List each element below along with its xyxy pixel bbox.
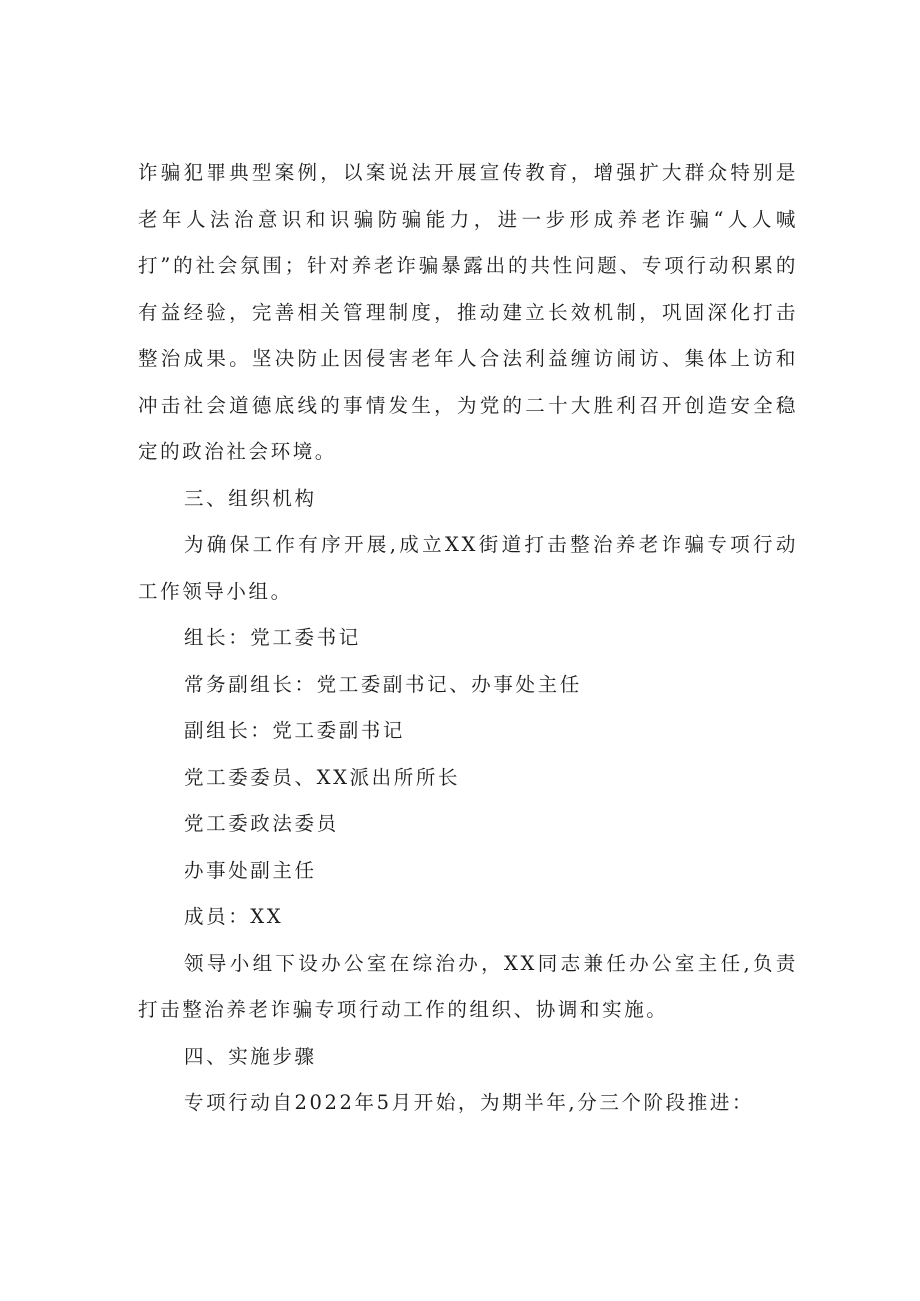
member-political-legal: 党工委政法委员 [184,812,339,835]
paragraph-steps-intro: 专项行动自2022年5月开始，为期半年,分三个阶段推进： [184,1091,755,1114]
member-police-chief: 党工委委员、XX派出所所长 [184,765,461,789]
member-deputy-director: 办事处副主任 [184,858,317,882]
document-body [138,150,798,1127]
paragraph-continuation: 诈骗犯罪典型案例，以案说法开展宣传教育，增强扩大群众特别是老年人法治意识和识骗防骗能力，进一步形成养老诈骗“人人喊打”的社会氛围；针对养老诈骗暴露出的共性问题、专项行动积累的有益经验，完善相关管理制度，推动建立长效机制，巩固深化打击整治成果。坚决防止因侵害老年人合法利益缠访闹访、集体上访和冲击社会道德底线的事情发生，为党的二十大胜利召开创造安全稳定的政治社会环境。 [138,161,798,463]
member-leader: 组长：党工委书记 [184,626,361,649]
member-deputy: 副组长：党工委副书记 [184,719,406,742]
paragraph-office: 领导小组下设办公室在综治办，XX同志兼任办公室主任,负责打击整治养老诈骗专项行动工作的组织、协调和实施。 [138,951,798,1021]
section-heading-organization: 三、组织机构 [184,486,317,510]
member-executive-deputy: 常务副组长：党工委副书记、办事处主任 [184,672,582,696]
member-others: 成员：XX [184,905,284,928]
paragraph-organization-intro: 为确保工作有序开展,成立XX街道打击整治养老诈骗专项行动工作领导小组。 [138,533,798,603]
section-heading-steps: 四、实施步骤 [184,1044,317,1068]
